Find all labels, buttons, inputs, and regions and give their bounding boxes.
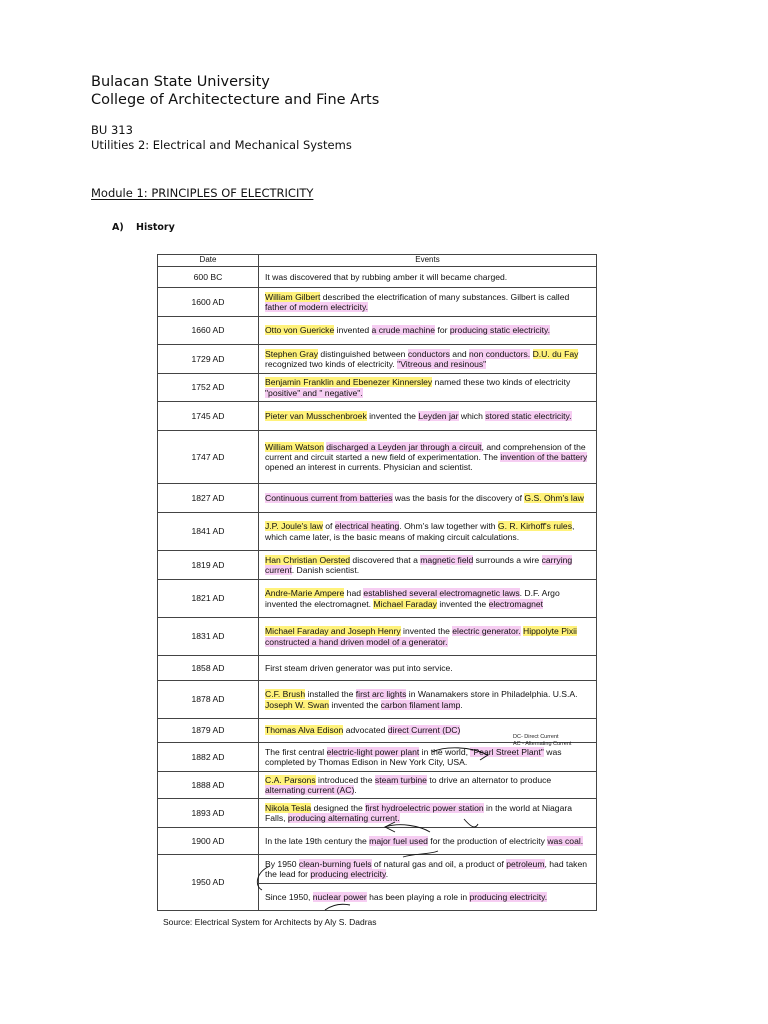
- highlighted-phrase: producing electricity.: [469, 891, 548, 902]
- date-cell: 1745 AD: [158, 402, 259, 431]
- event-text: It was discovered that by rubbing amber it will became charged.: [265, 271, 508, 282]
- event-text: invented the: [400, 626, 453, 637]
- table-header-row: [158, 255, 597, 267]
- event-text: First steam driven generator was put into service.: [265, 662, 453, 673]
- table-row: [158, 374, 597, 402]
- highlighted-name: Hippolyte Pixii: [522, 626, 577, 637]
- event-cell: [259, 288, 597, 317]
- highlighted-name: Benjamin Franklin and Ebenezer Kinnersley: [265, 377, 433, 388]
- event-cell: [259, 855, 597, 884]
- module-title: Module 1: PRINCIPLES OF ELECTRICITY: [91, 186, 314, 200]
- date-column-header: Date: [158, 255, 259, 267]
- event-cell: [259, 431, 597, 484]
- highlighted-name: Joseph W. Swan: [265, 699, 330, 710]
- course-code: BU 313: [91, 123, 133, 137]
- date-cell: 1879 AD: [158, 719, 259, 743]
- source-citation: Source: Electrical System for Architects by Aly S. Dadras: [163, 917, 377, 927]
- history-table: [157, 254, 597, 911]
- event-text: By 1950: [265, 858, 299, 869]
- table-row: [158, 799, 597, 828]
- highlighted-phrase: first arc lights: [355, 689, 407, 700]
- event-text: . D.F. Argo invented the electromagnet.: [265, 588, 560, 609]
- highlighted-phrase: conductors: [407, 348, 450, 359]
- highlighted-name: Michael Faraday: [373, 598, 437, 609]
- date-cell: 1893 AD: [158, 799, 259, 828]
- table-row: [158, 855, 597, 884]
- date-cell: 1660 AD: [158, 317, 259, 345]
- event-text: was completed by Thomas Edison in New York City, USA.: [265, 746, 562, 767]
- event-text: had: [344, 588, 364, 599]
- event-text: Since 1950,: [265, 891, 313, 902]
- event-text: of natural gas and oil, a product of: [371, 858, 507, 869]
- event-cell: [259, 799, 597, 828]
- dc-note: DC- Direct Current: [513, 734, 559, 740]
- date-cell: 600 BC: [158, 267, 259, 288]
- event-text: named these two kinds of electricity: [432, 377, 571, 388]
- event-cell: [259, 402, 597, 431]
- course-info: [91, 123, 352, 153]
- event-text: .: [460, 699, 463, 710]
- date-cell: 1878 AD: [158, 681, 259, 719]
- event-text: described the electrification of many substances. Gilbert is called: [320, 291, 570, 302]
- section-heading: [112, 222, 175, 233]
- event-text: has been playing a role in: [366, 891, 470, 902]
- event-text: invented the: [436, 598, 489, 609]
- event-cell: [259, 681, 597, 719]
- event-text: which: [458, 410, 486, 421]
- highlighted-phrase: established several electromagnetic laws: [363, 588, 520, 599]
- highlighted-phrase: direct Current (DC): [387, 725, 461, 736]
- highlighted-name: William Gilbert: [265, 291, 321, 302]
- date-cell: 1747 AD: [158, 431, 259, 484]
- highlighted-name: Michael Faraday and Joseph Henry: [265, 626, 401, 637]
- highlighted-phrase: non conductors.: [469, 348, 531, 359]
- event-cell: [259, 551, 597, 580]
- date-cell: 1888 AD: [158, 772, 259, 799]
- event-cell: [259, 656, 597, 681]
- event-text: and: [449, 348, 470, 359]
- table-row: [158, 288, 597, 317]
- event-text: , which came later, is the basic means of making circuit calculations.: [265, 521, 575, 542]
- highlighted-phrase: constructed a hand driven model of a generator.: [265, 636, 448, 647]
- university-name: Bulacan State University: [91, 74, 270, 90]
- date-cell: 1729 AD: [158, 345, 259, 374]
- event-cell: [259, 317, 597, 345]
- highlighted-phrase: electrical heating: [334, 521, 400, 532]
- highlighted-phrase: steam turbine: [374, 774, 427, 785]
- highlighted-name: D.U. du Fay: [532, 348, 579, 359]
- event-text: distinguished between: [318, 348, 408, 359]
- event-text: , and comprehension of the current and circuit started a new field of experimentation. The: [265, 441, 586, 462]
- event-text: for: [435, 325, 450, 336]
- event-text: in the world,: [419, 746, 471, 757]
- highlighted-phrase: carrying current: [265, 554, 573, 575]
- highlighted-phrase: magnetic field: [420, 554, 474, 565]
- table-row: [158, 681, 597, 719]
- table-row: [158, 618, 597, 656]
- highlighted-name: G.S. Ohm's law: [524, 492, 584, 503]
- event-text: opened an interest in currents. Physician and scientist.: [265, 462, 473, 473]
- event-cell: [259, 484, 597, 513]
- highlighted-name: C.A. Parsons: [265, 774, 316, 785]
- date-cell: 1600 AD: [158, 288, 259, 317]
- highlighted-name: William Watson: [265, 441, 324, 452]
- event-text: recognized two kinds of electricity.: [265, 359, 398, 369]
- highlighted-phrase: father of modern electricity.: [265, 302, 369, 312]
- highlighted-phrase: electromagnet: [488, 598, 544, 609]
- highlighted-phrase: electric-light power plant: [326, 746, 420, 757]
- event-text: , had taken the lead for: [265, 858, 588, 879]
- event-text: . Danish scientist.: [291, 565, 360, 575]
- date-cell: 1819 AD: [158, 551, 259, 580]
- section-label: A): [112, 222, 124, 233]
- highlighted-name: Pieter van Musschenbroek: [265, 410, 367, 421]
- table-row: [158, 828, 597, 855]
- event-cell: [259, 618, 597, 656]
- document-header: [91, 73, 379, 109]
- event-cell: [259, 345, 597, 374]
- table-body: [158, 267, 597, 911]
- event-text: to drive an alternator to produce: [426, 774, 552, 785]
- date-cell: 1950 AD: [158, 855, 259, 911]
- event-text: invented: [334, 325, 372, 336]
- highlighted-phrase: "positive" and " negative".: [265, 387, 363, 398]
- table-row: [158, 656, 597, 681]
- highlighted-phrase: "Vitreous and resinous": [397, 359, 487, 369]
- event-text: of: [322, 521, 335, 532]
- highlighted-phrase: carbon filament lamp: [380, 699, 461, 710]
- highlighted-phrase: discharged a Leyden jar through a circuit: [326, 441, 482, 452]
- event-cell: [259, 580, 597, 618]
- dc-ac-note: [513, 734, 571, 747]
- highlighted-name: C.F. Brush: [265, 689, 306, 700]
- date-cell: 1882 AD: [158, 743, 259, 772]
- table-row: [158, 484, 597, 513]
- highlighted-phrase: a crude machine: [371, 325, 436, 336]
- highlighted-phrase: producing alternating current.: [287, 813, 400, 823]
- highlighted-phrase: "Pearl Street Plant": [470, 746, 544, 757]
- date-cell: 1858 AD: [158, 656, 259, 681]
- event-cell: [259, 828, 597, 855]
- table-row: [158, 431, 597, 484]
- highlighted-name: J.P. Joule's law: [265, 521, 323, 532]
- highlighted-name: Thomas Alva Edison: [265, 725, 344, 736]
- highlighted-name: Han Christian Oersted: [265, 554, 351, 565]
- table-row: [158, 772, 597, 799]
- event-text: .: [385, 869, 389, 879]
- event-text: was the basis for the discovery of: [392, 492, 525, 503]
- date-cell: 1821 AD: [158, 580, 259, 618]
- highlighted-phrase: major fuel used: [369, 835, 428, 846]
- highlighted-name: Andre-Marie Ampere: [265, 588, 345, 599]
- highlighted-phrase: first hydroelectric power station: [365, 802, 484, 813]
- highlighted-phrase: was coal.: [547, 835, 584, 846]
- event-text: introduced the: [315, 774, 375, 785]
- date-cell: 1752 AD: [158, 374, 259, 402]
- event-text: In the late 19th century the: [265, 835, 370, 846]
- event-text: installed the: [305, 689, 356, 700]
- course-title: Utilities 2: Electrical and Mechanical Systems: [91, 138, 352, 152]
- highlighted-phrase: nuclear power: [312, 891, 367, 902]
- event-text: surrounds a wire: [473, 554, 542, 565]
- event-text: The first central: [265, 746, 327, 757]
- highlighted-name: Stephen Gray: [265, 348, 319, 359]
- event-text: in the world at Niagara Falls,: [265, 802, 573, 823]
- section-title: History: [136, 222, 175, 233]
- event-text: . Ohm's law together with: [399, 521, 498, 532]
- highlighted-phrase: Leyden jar: [418, 410, 459, 421]
- event-text: in Wanamakers store in Philadelphia. U.S.A.: [406, 689, 578, 700]
- event-text: invented the: [366, 410, 419, 421]
- table-row: [158, 317, 597, 345]
- highlighted-phrase: alternating current (AC): [265, 785, 355, 795]
- highlighted-phrase: producing electricity: [310, 869, 386, 879]
- highlighted-name: Nikola Tesla: [265, 802, 312, 813]
- table-row: [158, 267, 597, 288]
- event-cell: [259, 374, 597, 402]
- college-name: College of Architectecture and Fine Arts: [91, 92, 380, 108]
- event-text: advocated: [343, 725, 388, 736]
- event-cell: [259, 884, 597, 911]
- highlighted-name: Otto von Guericke: [265, 325, 335, 336]
- event-text: for the production of electricity: [427, 835, 548, 846]
- ac-note: AC - Alternating Current: [513, 740, 572, 747]
- table-row: [158, 345, 597, 374]
- event-text: designed the: [311, 802, 366, 813]
- date-cell: 1827 AD: [158, 484, 259, 513]
- events-column-header: Events: [259, 255, 597, 267]
- event-text: discovered that a: [350, 554, 421, 565]
- highlighted-phrase: clean-burning fuels: [298, 858, 372, 869]
- table-row: [158, 402, 597, 431]
- event-cell: [259, 513, 597, 551]
- table-row: [158, 551, 597, 580]
- event-cell: [259, 267, 597, 288]
- event-text: .: [354, 785, 357, 795]
- table-row: [158, 580, 597, 618]
- highlighted-phrase: invention of the battery: [500, 451, 588, 462]
- highlighted-name: G. R. Kirhoff's rules: [497, 521, 572, 532]
- table-row: [158, 513, 597, 551]
- highlighted-phrase: stored static electricity.: [485, 410, 572, 421]
- event-cell: [259, 772, 597, 799]
- highlighted-phrase: electric generator.: [452, 626, 521, 637]
- date-cell: 1841 AD: [158, 513, 259, 551]
- highlighted-phrase: petroleum: [506, 858, 545, 869]
- highlighted-phrase: producing static electricity.: [449, 325, 551, 336]
- highlighted-phrase: Continuous current from batteries: [265, 492, 393, 503]
- event-text: invented the: [329, 699, 381, 710]
- date-cell: 1900 AD: [158, 828, 259, 855]
- date-cell: 1831 AD: [158, 618, 259, 656]
